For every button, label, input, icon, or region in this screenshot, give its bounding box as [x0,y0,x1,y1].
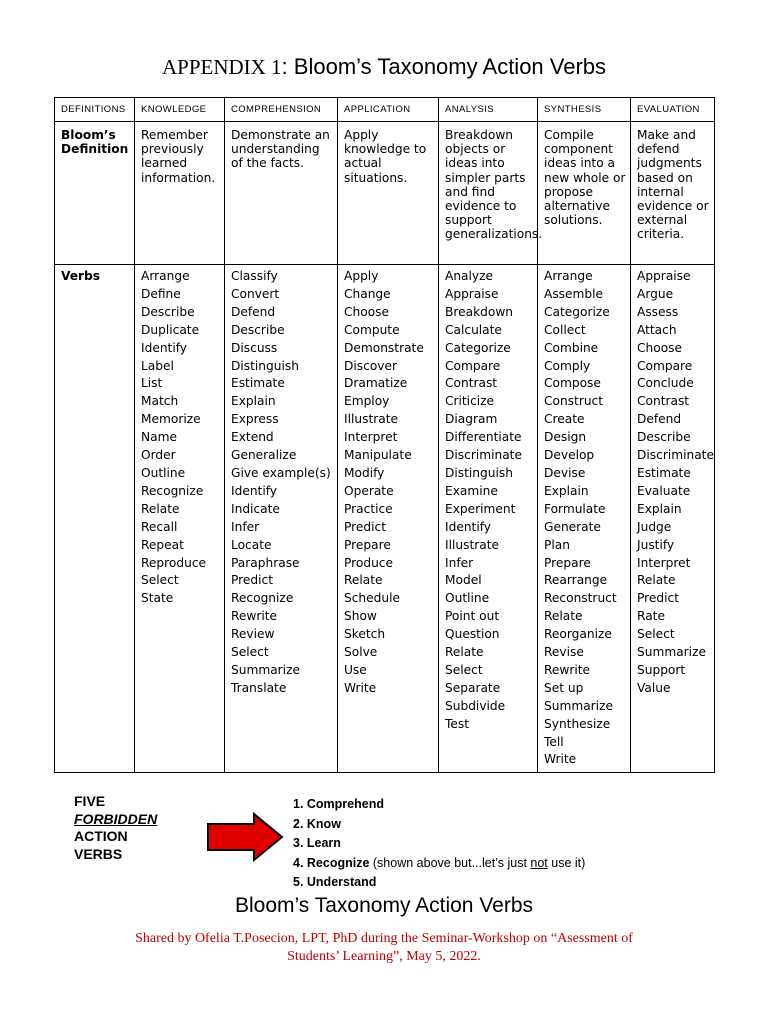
verb-item: Sketch [344,627,386,642]
verb-item: Develop [544,448,595,463]
header-synthesis: SYNTHESIS [538,98,631,122]
verb-item: Select [637,627,675,642]
header-application: APPLICATION [338,98,439,122]
verb-item: Give example(s) [231,465,331,480]
verb-item: Recognize [231,591,294,606]
forbidden-item: 5. Understand [293,875,377,889]
verb-item: Generalize [231,448,297,463]
verb-item: Examine [445,483,498,498]
right-arrow-icon [206,812,284,862]
verb-item: Predict [637,591,679,606]
verb-item: Describe [637,430,691,445]
bottom-title: Bloom’s Taxonomy Action Verbs [234,894,534,917]
verb-item: Distinguish [231,358,299,373]
title-prefix: APPENDIX 1 [161,55,282,79]
verb-item: Define [141,286,181,301]
verb-item: Collect [544,322,586,337]
verb-item: Name [141,430,177,445]
credit-text [0,930,768,966]
verb-item: Conclude [637,376,694,391]
verb-item: Construct [544,394,604,409]
verb-item: Compute [344,322,400,337]
verb-item: Devise [544,465,586,480]
verb-item: Manipulate [344,448,412,463]
verb-item: Duplicate [141,322,200,337]
verb-item: Outline [445,591,490,606]
header-analysis: ANALYSIS [439,98,538,122]
verbs-evaluation [631,265,715,773]
forbidden-verbs-list [293,795,585,893]
forbidden-heading-line3: ACTION [74,828,128,844]
verb-item: Argue [637,286,674,301]
verb-item: Relate [637,573,676,588]
verb-item: Design [544,430,587,445]
verb-item: Diagram [445,412,498,427]
verb-item: Set up [544,680,584,695]
verb-item: Support [637,662,686,677]
verbs-knowledge [135,265,225,773]
verb-item: Match [141,394,179,409]
verb-item: Infer [445,555,474,570]
header-row [55,98,715,122]
verb-item: Use [344,662,367,677]
verb-item: Order [141,448,176,463]
forbidden-item: 2. Know [293,816,341,831]
verb-item: Formulate [544,501,606,516]
verb-item: Model [445,573,482,588]
verb-item: Compare [637,358,693,373]
verb-item: Show [344,609,377,624]
verb-item: Apply [344,269,379,283]
verb-item: Write [544,752,577,767]
verb-item: Relate [344,573,383,588]
verb-item: Interpret [637,555,691,570]
verb-item: Categorize [544,304,610,319]
verb-item: Compose [544,376,601,391]
forbidden-heading-line4: VERBS [74,845,123,862]
verb-item: Justify [637,537,675,552]
verb-item: Value [637,680,671,695]
verb-item: Employ [344,394,390,409]
verb-item: Choose [344,304,389,319]
verb-item: Modify [344,465,385,480]
verb-item: Extend [231,430,274,445]
verb-item: List [141,376,163,391]
verb-item: Evaluate [637,483,691,498]
verb-item: Analyze [445,269,494,283]
verb-item: Discriminate [637,448,714,463]
verb-item: Judge [637,519,672,534]
verb-item: Predict [344,519,386,534]
definition-row [55,122,715,265]
verb-item: Contrast [445,376,498,391]
verb-item: Describe [231,322,285,337]
forbidden-heading [74,793,157,863]
verb-item: Illustrate [344,412,398,427]
verb-item: Select [445,662,483,677]
verbs-comprehension [225,265,338,773]
credit-line-2: Students’ Learning”, May 5, 2022. [287,949,481,964]
verb-item: Locate [231,537,272,552]
verb-item: Summarize [544,698,613,713]
forbidden-note-b: use it) [547,855,586,870]
verb-item: Select [141,573,179,588]
verb-item: Explain [231,394,276,409]
verb-item: Prepare [544,555,591,570]
header-definitions: DEFINITIONS [55,98,135,122]
verb-item: Interpret [344,430,398,445]
verb-item: Operate [344,483,394,498]
verb-item: Prepare [344,537,391,552]
verbs-row [55,265,715,773]
verb-item: Reorganize [544,627,612,642]
forbidden-item-recognize [293,854,585,874]
verb-item: Synthesize [544,716,611,731]
verb-item: Convert [231,286,280,301]
verb-item: Identify [445,519,492,534]
header-comprehension: COMPREHENSION [225,98,338,122]
verb-item: Compare [445,358,501,373]
verb-item: Appraise [637,269,691,283]
verb-item: Discuss [231,340,278,355]
verb-item: Explain [544,483,589,498]
verb-item: Rearrange [544,573,608,588]
verb-item: Criticize [445,394,495,409]
definition-knowledge: Remember previously learned information. [135,122,225,265]
title-rest: : Bloom’s Taxonomy Action Verbs [281,54,607,79]
verb-item: Revise [544,645,584,660]
verb-item: Arrange [544,269,593,283]
verb-item: State [141,591,174,606]
verb-item: Repeat [141,537,184,552]
verb-item: Classify [231,269,278,283]
verb-item: Explain [637,501,682,516]
verb-item: Label [141,358,174,373]
forbidden-note-not: not [530,855,548,870]
verb-item: Schedule [344,591,401,606]
verb-item: Dramatize [344,376,408,391]
header-knowledge: KNOWLEDGE [135,98,225,122]
verb-item: Generate [544,519,601,534]
forbidden-item: 1. Comprehend [293,797,384,811]
verb-item: Express [231,412,279,427]
verbs-application [338,265,439,773]
verb-item: Review [231,627,275,642]
verb-item: Identify [231,483,278,498]
verb-item: Practice [344,501,393,516]
verb-item: Translate [231,680,287,695]
verb-item: Defend [637,412,682,427]
verb-item: Point out [445,609,500,624]
verb-item: Illustrate [445,537,499,552]
verb-item: Distinguish [445,465,513,480]
verb-item: Recall [141,519,178,534]
verb-item: Infer [231,519,260,534]
taxonomy-table [54,97,715,773]
verb-item: Separate [445,680,501,695]
forbidden-item: 3. Learn [293,836,341,850]
definition-evaluation: Make and defend judgments based on internal evidence or external criteria. [631,122,715,265]
verb-item: Rewrite [544,662,591,677]
verb-item: Memorize [141,412,201,427]
verb-item: Predict [231,573,273,588]
verb-item: Indicate [231,501,280,516]
definition-application: Apply knowledge to actual situations. [338,122,439,265]
verb-item: Relate [445,645,484,660]
verb-item: Produce [344,555,393,570]
definition-comprehension: Demonstrate an understanding of the facts. [225,122,338,265]
verb-item: Choose [637,340,682,355]
verb-item: Attach [637,322,677,337]
verb-item: Subdivide [445,698,506,713]
verb-item: Discriminate [445,448,522,463]
verb-item: Assess [637,304,679,319]
verbs-synthesis [538,265,631,773]
page-title [0,53,768,82]
verb-item: Demonstrate [344,340,424,355]
forbidden-item-label: 4. Recognize [293,855,370,870]
verb-item: Solve [344,645,378,660]
verbs-analysis [439,265,538,773]
verb-item: Test [445,716,469,731]
verb-item: Tell [544,734,564,749]
verb-item: Summarize [231,662,300,677]
verb-item: Calculate [445,322,502,337]
verbs-row-label: Verbs [55,265,135,773]
verb-item: Differentiate [445,430,522,445]
verb-item: Categorize [445,340,511,355]
verb-item: Estimate [637,465,691,480]
verb-item: Rate [637,609,665,624]
verb-item: Create [544,412,585,427]
definition-analysis: Breakdown objects or ideas into simpler parts and find evidence to support generalizations. [439,122,538,265]
verb-item: Summarize [637,645,706,660]
verb-item: Select [231,645,269,660]
verb-item: Experiment [445,501,516,516]
verb-item: Outline [141,465,186,480]
header-evaluation: EVALUATION [631,98,715,122]
verb-item: Question [445,627,500,642]
verb-item: Recognize [141,483,204,498]
forbidden-heading-line2: FORBIDDEN [74,810,158,827]
verb-item: Describe [141,304,195,319]
verb-item: Reconstruct [544,591,617,606]
verb-item: Rewrite [231,609,278,624]
verb-item: Assemble [544,286,604,301]
verb-item: Relate [544,609,583,624]
verb-item: Change [344,286,391,301]
verb-item: Arrange [141,269,190,283]
forbidden-heading-line1: FIVE [74,793,106,809]
verb-item: Defend [231,304,276,319]
forbidden-note-a: (shown above but...let’s just [369,855,531,870]
definition-row-label: Bloom’s Definition [55,122,135,265]
verb-item: Estimate [231,376,285,391]
verb-item: Discover [344,358,397,373]
verb-item: Write [344,680,377,695]
verb-item: Identify [141,340,188,355]
verb-item: Plan [544,537,570,552]
credit-line-1: Shared by Ofelia T.Posecion, LPT, PhD during the Seminar-Workshop on “Asessment of [135,931,633,946]
verb-item: Comply [544,358,591,373]
verb-item: Breakdown [445,304,514,319]
definition-synthesis: Compile component ideas into a new whole or propose alternative solutions. [538,122,631,265]
verb-item: Contrast [637,394,690,409]
verb-item: Combine [544,340,599,355]
verb-item: Paraphrase [231,555,300,570]
verb-item: Relate [141,501,180,516]
verb-item: Reproduce [141,555,207,570]
verb-item: Appraise [445,286,499,301]
